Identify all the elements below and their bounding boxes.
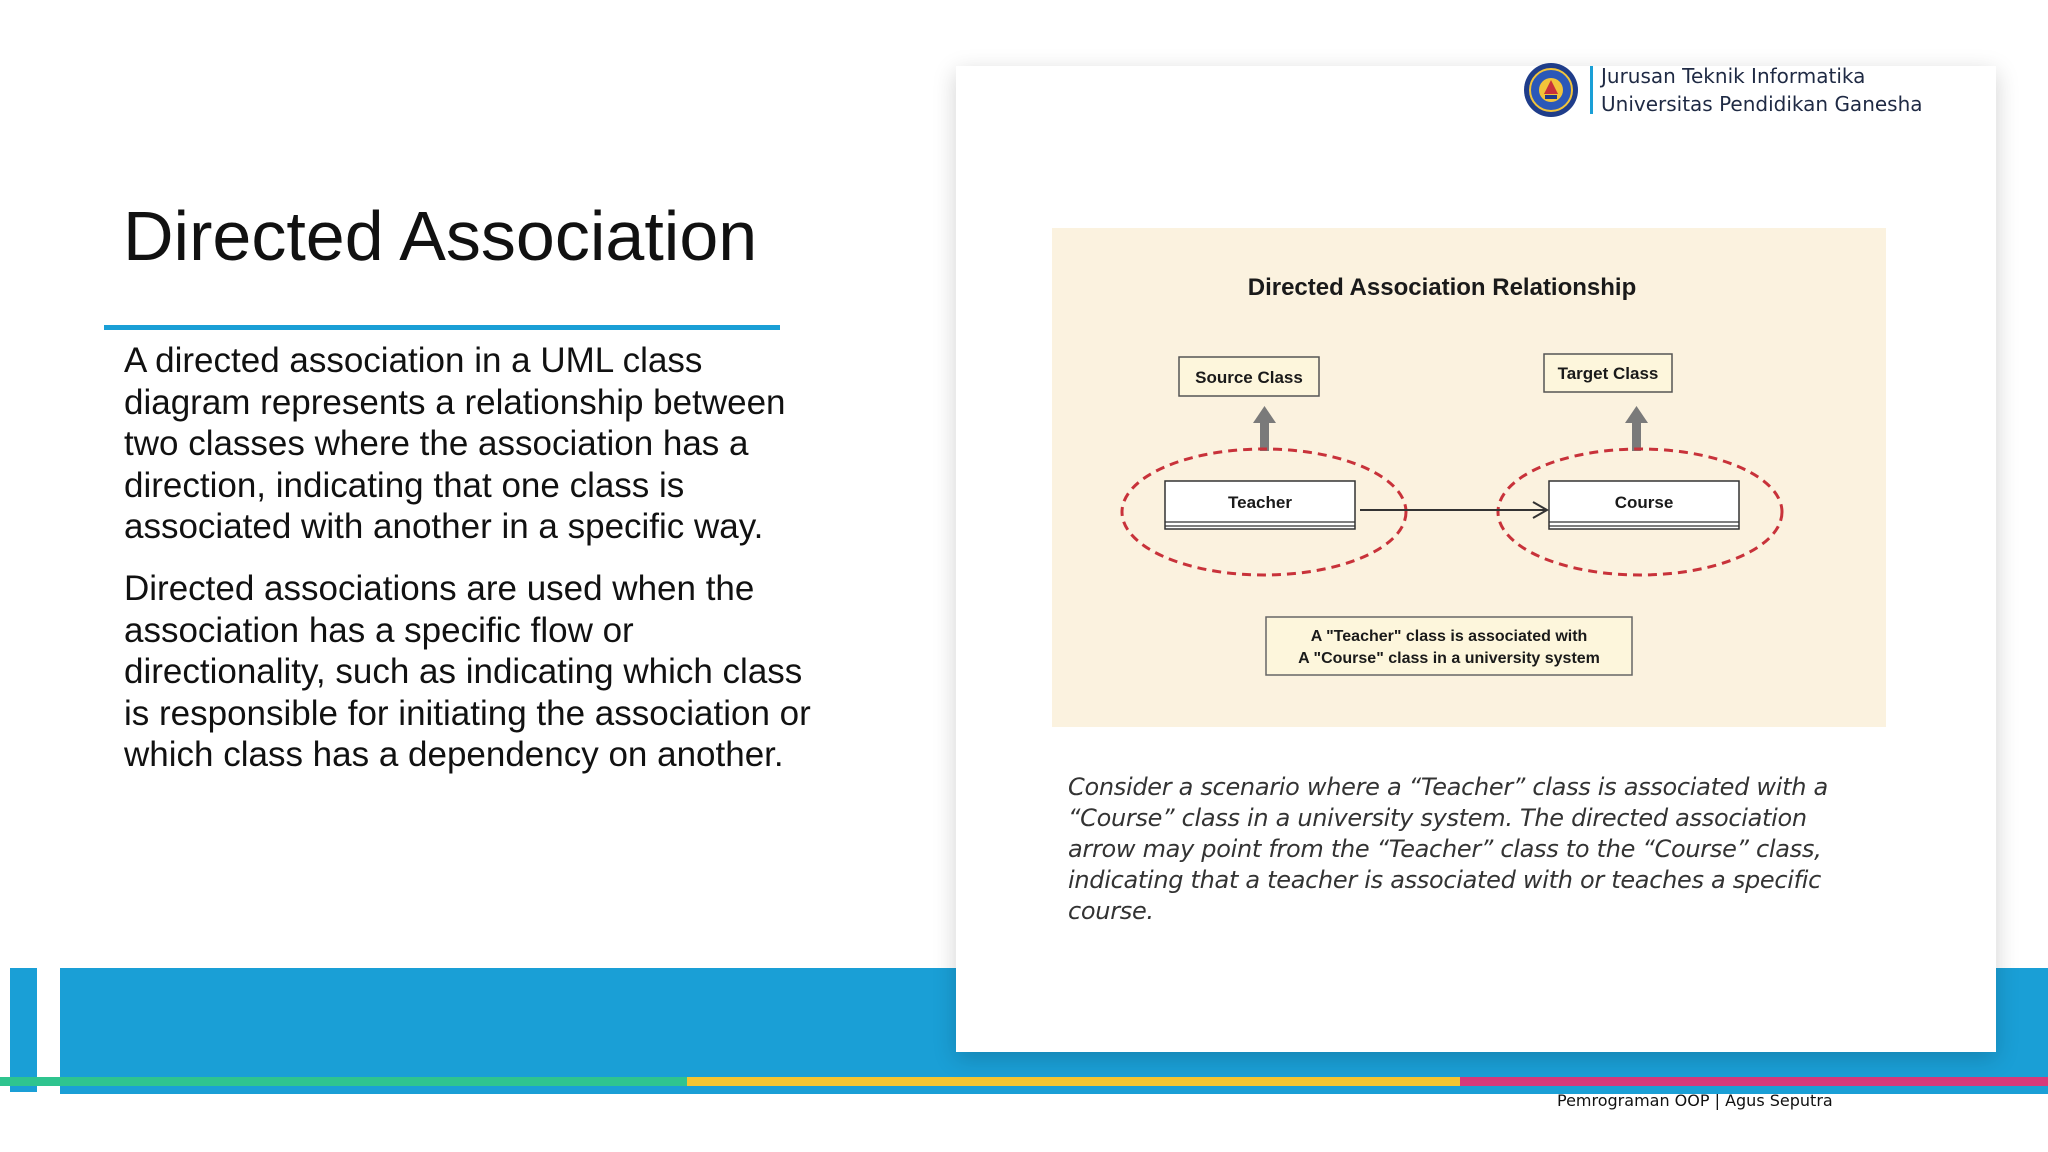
course-class-name: Course [1614, 493, 1674, 512]
source-up-arrow-icon [1253, 406, 1276, 451]
header-divider [1590, 66, 1593, 114]
target-label: Target Class [1557, 364, 1659, 383]
uml-diagram-figure [1052, 228, 1886, 727]
association-note-box [1266, 617, 1632, 675]
source-label-box [1179, 357, 1319, 396]
university-seal-icon [1522, 58, 1580, 122]
slide-body [124, 340, 814, 796]
target-label-box [1544, 354, 1672, 392]
source-label: Source Class [1195, 368, 1303, 387]
note-line-2: A "Course" class in a university system [1298, 650, 1600, 667]
course-class-box [1549, 481, 1739, 529]
note-line-1: A "Teacher" class is associated with [1310, 628, 1588, 645]
department-name: Jurusan Teknik Informatika [1601, 64, 1866, 88]
body-paragraph: A directed association in a UML class diagram represents a relationship between two classes where the association has a direction, indicating that one class is associated with another in a specific way. [124, 341, 786, 547]
slide-title: Directed Association [123, 197, 758, 275]
footer-stripe-pink [1460, 1077, 2048, 1086]
figure-caption: Consider a scenario where a “Teacher” class is associated with a “Course” class in a university system. The directed association arrow may point from the “Teacher” class to the “Course” class, indicating that a teacher is associated with or teaches a specific course. [1068, 773, 1828, 925]
title-underline [104, 325, 780, 330]
body-paragraph: Directed associations are used when the association has a specific flow or directionality, such as indicating which class is responsible for initiating the association or which class has a dependency on another. [124, 568, 811, 775]
footer-credit: Pemrograman OOP | Agus Seputra [1557, 1091, 1833, 1110]
teacher-class-box [1165, 481, 1355, 529]
directed-association-arrow-icon [1360, 502, 1547, 518]
uml-diagram [1052, 228, 1886, 727]
footer-left-accent-bar [10, 968, 37, 1092]
institution-header [1522, 58, 1923, 122]
diagram-title: Directed Association Relationship [1247, 274, 1637, 301]
footer-stripe-green [0, 1077, 687, 1086]
university-name: Universitas Pendidikan Ganesha [1601, 92, 1923, 116]
target-up-arrow-icon [1625, 406, 1648, 451]
institution-name [1601, 62, 1923, 118]
footer-stripe-yellow [687, 1077, 1460, 1086]
teacher-class-name: Teacher [1228, 493, 1292, 512]
